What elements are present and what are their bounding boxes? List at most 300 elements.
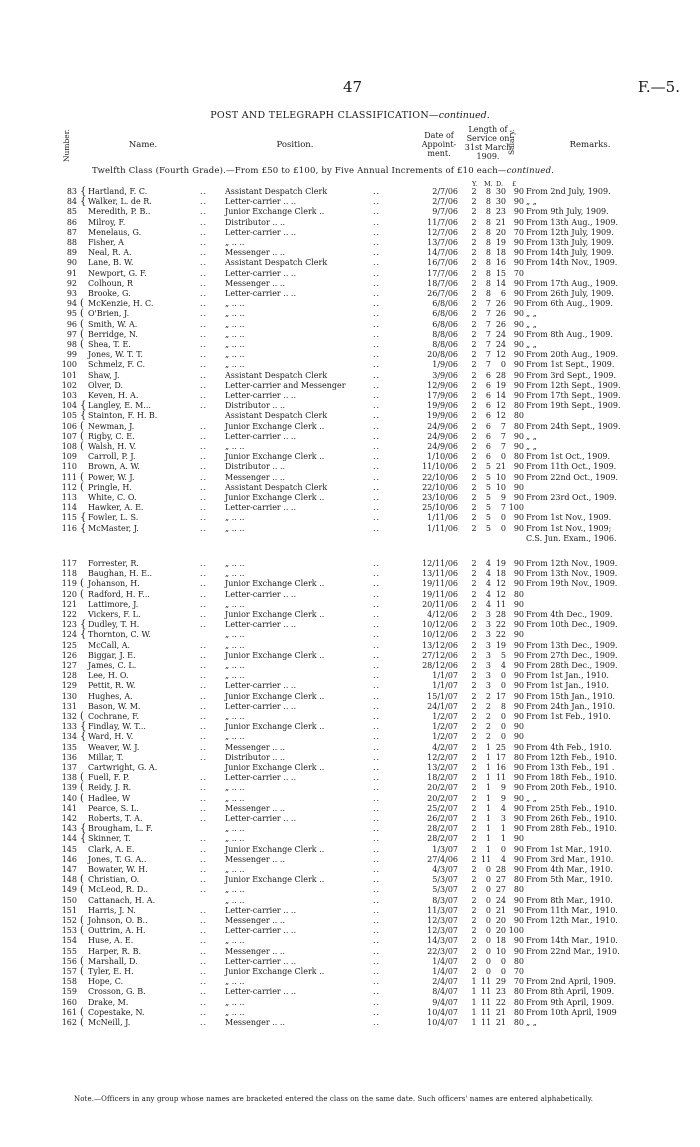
remarks: From 24th Sept., 1909. xyxy=(526,421,621,431)
officer-position: „ .. .. xyxy=(225,559,245,568)
row-number: 152 xyxy=(61,916,77,925)
leader-dots: .. xyxy=(200,309,208,319)
salary: 90 xyxy=(513,431,524,441)
service-days: 24 xyxy=(495,329,506,339)
service-months: 8 xyxy=(485,268,491,278)
officer-position: Letter-carrier .. .. xyxy=(225,620,297,630)
service-years: 2 xyxy=(471,340,477,349)
leader-dots: .. xyxy=(200,610,208,619)
officer-position: Junior Exchange Clerk .. xyxy=(225,967,325,976)
service-days: 9 xyxy=(500,783,506,793)
group-bracket: { xyxy=(80,400,87,412)
leader-dots: .. xyxy=(373,691,381,701)
service-months: 6 xyxy=(485,370,491,380)
appointment-date: 18/7/06 xyxy=(427,278,458,288)
row-number: 140 xyxy=(61,793,77,803)
table-row xyxy=(0,452,700,462)
leader-dots: .. xyxy=(200,814,208,823)
service-days: 3 xyxy=(500,814,506,823)
service-months: 7 xyxy=(485,299,491,309)
service-months: 5 xyxy=(485,493,491,502)
appointment-date: 12/11/06 xyxy=(422,559,458,568)
officer-name: Jones, W. T. T. xyxy=(88,350,143,360)
appointment-date: 19/11/06 xyxy=(422,589,458,599)
service-days: 22 xyxy=(495,620,506,630)
service-years: 2 xyxy=(471,854,477,864)
leader-dots: .. xyxy=(373,523,381,533)
appointment-date: 9/7/06 xyxy=(432,207,458,217)
table-row xyxy=(0,299,700,309)
officer-position: Messenger .. .. xyxy=(225,803,285,813)
leader-dots: .. xyxy=(200,579,208,589)
leader-dots: .. xyxy=(373,1007,381,1017)
row-number: 105 xyxy=(61,411,77,421)
officer-name: Millar, T. xyxy=(88,752,124,762)
appointment-date: 8/3/07 xyxy=(432,895,458,905)
leader-dots: .. xyxy=(200,1018,208,1027)
leader-dots: .. xyxy=(373,956,381,966)
salary: 90 xyxy=(513,472,524,482)
leader-dots: .. xyxy=(373,452,381,462)
officer-position: Letter-carrier .. .. xyxy=(225,503,297,513)
salary: 90 xyxy=(513,865,524,874)
footnote: Note.—Officers in any group whose names are bracketed entered the class on the same date. Such officers' names are entered alphabetically. xyxy=(74,1095,594,1103)
officer-position: Letter-carrier .. .. xyxy=(225,197,297,207)
service-years: 2 xyxy=(471,380,477,390)
subhead-months: M. xyxy=(484,180,493,188)
officer-position: Letter-carrier .. .. xyxy=(225,905,297,915)
officer-name: Brougham, L. F. xyxy=(88,824,153,834)
group-bracket: ( xyxy=(80,966,84,977)
remarks: From 1st Oct., 1909. xyxy=(526,452,611,462)
service-months: 3 xyxy=(485,650,491,660)
remarks: From 22nd Oct., 1909. xyxy=(526,472,619,482)
leader-dots: .. xyxy=(200,503,208,513)
salary: 80 xyxy=(513,752,524,762)
row-number: 94 xyxy=(66,299,77,309)
group-bracket: ( xyxy=(80,328,84,340)
appointment-date: 12/3/07 xyxy=(427,926,458,936)
leader-dots: .. xyxy=(200,936,208,946)
service-months: 6 xyxy=(485,411,491,421)
table-row xyxy=(0,681,700,691)
officer-name: Johnson, O. B.. xyxy=(88,916,148,925)
service-months: 0 xyxy=(485,875,491,885)
table-row xyxy=(0,473,700,483)
row-number: 115 xyxy=(61,513,77,523)
leader-dots: .. xyxy=(200,569,208,579)
officer-position: „ .. .. xyxy=(225,340,245,349)
officer-position: „ .. .. xyxy=(225,885,245,895)
remarks: From 12th Sept., 1909. xyxy=(526,380,621,390)
service-months: 3 xyxy=(485,671,491,681)
row-number: 133 xyxy=(61,722,77,732)
service-months: 3 xyxy=(485,661,491,670)
page-title xyxy=(0,110,700,121)
salary: 90 xyxy=(513,197,524,207)
service-months: 5 xyxy=(485,503,491,513)
service-days: 28 xyxy=(495,610,506,619)
appointment-date: 12/7/06 xyxy=(427,227,458,237)
leader-dots: .. xyxy=(373,569,381,579)
table-row xyxy=(0,743,700,753)
officer-position: „ .. .. xyxy=(225,977,245,987)
group-bracket: ( xyxy=(80,308,84,320)
leader-dots: .. xyxy=(373,773,381,783)
officer-name: Neal, R. A. xyxy=(88,248,132,258)
leader-dots: .. xyxy=(373,620,381,630)
salary: 90 xyxy=(513,238,524,247)
officer-name: Langley, E. M... xyxy=(88,401,151,411)
leader-dots: .. xyxy=(200,442,208,451)
service-days: 7 xyxy=(500,503,506,513)
officer-position: „ .. .. xyxy=(225,319,245,329)
remarks: From 5th Mar., 1910. xyxy=(526,875,613,885)
service-years: 2 xyxy=(471,701,477,711)
salary: 90 xyxy=(513,763,524,772)
remarks: From 17th Aug., 1909. xyxy=(526,278,618,288)
service-years: 1 xyxy=(471,997,477,1007)
leader-dots: .. xyxy=(200,187,208,196)
service-months: 8 xyxy=(485,248,491,258)
remarks: From 13th July, 1909. xyxy=(526,238,614,247)
row-number: 139 xyxy=(61,783,77,793)
table-row xyxy=(0,360,700,370)
remarks: From 13th Aug., 1909. xyxy=(526,217,618,227)
service-years: 2 xyxy=(471,722,477,732)
table-row xyxy=(0,207,700,217)
appointment-date: 6/8/06 xyxy=(432,319,458,329)
appointment-date: 10/4/07 xyxy=(427,1007,458,1017)
leader-dots: .. xyxy=(373,258,381,268)
service-days: 0 xyxy=(500,732,506,742)
row-number: 114 xyxy=(61,503,77,513)
group-bracket: ( xyxy=(80,955,84,967)
officer-name: Milroy, F. xyxy=(88,217,126,227)
service-years: 2 xyxy=(471,875,477,885)
appointment-date: 1/11/06 xyxy=(427,523,458,533)
officer-position: Junior Exchange Clerk .. xyxy=(225,610,325,619)
salary: 90 xyxy=(513,640,524,650)
service-days: 29 xyxy=(495,977,506,987)
salary: 80 xyxy=(513,1018,524,1027)
row-number: 138 xyxy=(61,773,77,783)
row-number: 127 xyxy=(61,661,77,670)
service-months: 8 xyxy=(485,197,491,207)
service-years: 2 xyxy=(471,559,477,568)
salary: 90 xyxy=(513,661,524,670)
group-bracket: { xyxy=(80,619,87,631)
group-bracket: ( xyxy=(80,298,84,310)
service-months: 4 xyxy=(485,589,491,599)
service-days: 0 xyxy=(500,967,506,976)
service-months: 7 xyxy=(485,309,491,319)
service-days: 30 xyxy=(495,197,506,207)
officer-name: Reidy, J. R. xyxy=(88,783,132,793)
leader-dots: .. xyxy=(373,875,381,885)
leader-dots: .. xyxy=(373,824,381,834)
officer-position: Junior Exchange Clerk .. xyxy=(225,207,325,217)
leader-dots: .. xyxy=(200,340,208,349)
service-years: 2 xyxy=(471,391,477,400)
leader-dots: .. xyxy=(200,865,208,874)
group-bracket: ( xyxy=(80,925,84,937)
service-days: 22 xyxy=(495,630,506,640)
officer-name: Cochrane, F. xyxy=(88,712,139,721)
remarks: From 4th Dec., 1909. xyxy=(526,610,613,619)
officer-name: Pearce, S. L. xyxy=(88,803,139,813)
appointment-date: 17/9/06 xyxy=(427,391,458,400)
salary: 90 xyxy=(513,844,524,854)
group-bracket: { xyxy=(80,731,87,743)
leader-dots: .. xyxy=(200,431,208,441)
row-number: 84 xyxy=(66,197,77,207)
service-years: 2 xyxy=(471,289,477,298)
officer-name: Huse, A. E. xyxy=(88,936,134,946)
officer-name: Power, W. J. xyxy=(88,472,135,482)
table-row xyxy=(0,422,700,432)
officer-position: Letter-carrier .. .. xyxy=(225,956,297,966)
officer-position: „ .. .. xyxy=(225,350,245,360)
service-days: 26 xyxy=(495,319,506,329)
appointment-date: 19/9/06 xyxy=(427,401,458,411)
salary: 90 xyxy=(513,895,524,905)
table-row xyxy=(0,524,700,534)
group-bracket: ( xyxy=(80,782,84,794)
class-heading-continued: continued. xyxy=(506,166,555,176)
salary: 90 xyxy=(513,513,524,523)
appointment-date: 20/11/06 xyxy=(422,599,458,609)
service-days: 19 xyxy=(495,559,506,568)
table-row xyxy=(0,503,700,513)
service-months: 3 xyxy=(485,630,491,640)
officer-name: Dudley, T. H. xyxy=(88,620,140,630)
service-days: 18 xyxy=(495,248,506,258)
salary: 90 xyxy=(513,701,524,711)
service-years: 2 xyxy=(471,691,477,701)
group-bracket: ( xyxy=(80,792,84,804)
table-row xyxy=(0,875,700,885)
officer-name: Cattanach, H. A. xyxy=(88,895,156,905)
service-months: 8 xyxy=(485,227,491,237)
appointment-date: 19/9/06 xyxy=(427,411,458,421)
group-bracket: { xyxy=(80,823,87,835)
officer-name: Brown, A. W. xyxy=(88,462,140,472)
service-months: 2 xyxy=(485,691,491,701)
officer-name: Baughan, H. E.. xyxy=(88,569,153,579)
row-number: 112 xyxy=(61,482,77,492)
appointment-date: 13/2/07 xyxy=(427,763,458,772)
service-years: 2 xyxy=(471,187,477,196)
service-years: 2 xyxy=(471,640,477,650)
service-years: 2 xyxy=(471,885,477,895)
service-years: 2 xyxy=(471,926,477,936)
table-row xyxy=(0,855,700,865)
officer-name: Meredith, P. B.. xyxy=(88,207,151,217)
salary: 90 xyxy=(513,187,524,196)
row-number: 147 xyxy=(61,865,77,874)
service-days: 21 xyxy=(495,1007,506,1017)
leader-dots: .. xyxy=(373,599,381,609)
remarks: From 14th Mar., 1910. xyxy=(526,936,618,946)
service-months: 2 xyxy=(485,712,491,721)
service-years: 1 xyxy=(471,1018,477,1027)
officer-name: McKenzie, H. C. xyxy=(88,299,154,309)
service-days: 23 xyxy=(495,207,506,217)
service-days: 0 xyxy=(500,956,506,966)
table-row xyxy=(0,967,700,977)
officer-name: Stainton, F. H. B. xyxy=(88,411,158,421)
group-bracket: ( xyxy=(80,420,84,432)
leader-dots: .. xyxy=(373,411,381,421)
service-years: 2 xyxy=(471,814,477,823)
service-months: 6 xyxy=(485,431,491,441)
table-row xyxy=(0,865,700,875)
table-row xyxy=(0,671,700,681)
service-years: 2 xyxy=(471,360,477,370)
officer-name: Outtrim, A. H. xyxy=(88,926,146,936)
leader-dots: .. xyxy=(373,722,381,732)
service-years: 2 xyxy=(471,834,477,844)
row-number: 123 xyxy=(61,620,77,630)
salary: 90 xyxy=(513,773,524,783)
officer-name: Fuell, F. P. xyxy=(88,773,130,783)
row-number: 149 xyxy=(61,885,77,895)
remarks: From 1st Mar., 1910. xyxy=(526,844,612,854)
service-days: 20 xyxy=(495,926,506,936)
officer-position: Letter-carrier .. .. xyxy=(225,773,297,783)
remarks: „ „ xyxy=(526,309,537,319)
service-months: 11 xyxy=(481,987,492,997)
table-row xyxy=(0,391,700,401)
officer-position: „ .. .. xyxy=(225,442,245,451)
row-number: 103 xyxy=(61,391,77,400)
row-number: 155 xyxy=(61,946,77,956)
leader-dots: .. xyxy=(200,661,208,670)
leader-dots: .. xyxy=(373,661,381,670)
officer-name: Jones, T. G. A.. xyxy=(88,854,147,864)
row-number: 156 xyxy=(61,956,77,966)
service-days: 0 xyxy=(500,513,506,523)
service-months: 1 xyxy=(485,742,491,752)
remarks: From 15th Jan., 1910. xyxy=(526,691,616,701)
leader-dots: .. xyxy=(200,875,208,885)
service-months: 11 xyxy=(481,997,492,1007)
officer-position: Junior Exchange Clerk .. xyxy=(225,844,325,854)
salary: 90 xyxy=(513,340,524,349)
appointment-date: 17/7/06 xyxy=(427,268,458,278)
table-row xyxy=(0,661,700,671)
service-years: 2 xyxy=(471,401,477,411)
leader-dots: .. xyxy=(200,559,208,568)
service-months: 0 xyxy=(485,946,491,956)
leader-dots: .. xyxy=(200,599,208,609)
leader-dots: .. xyxy=(200,916,208,925)
group-bracket: { xyxy=(80,721,87,733)
service-days: 7 xyxy=(500,421,506,431)
table-row xyxy=(0,401,700,411)
officer-name: Olver, D. xyxy=(88,380,124,390)
appointment-date: 16/7/06 xyxy=(427,258,458,268)
remarks: From 26th July, 1909. xyxy=(526,289,614,298)
officer-position: Letter-carrier .. .. xyxy=(225,681,297,691)
officer-position: „ .. .. xyxy=(225,783,245,793)
service-months: 0 xyxy=(485,926,491,936)
salary: 90 xyxy=(513,814,524,823)
salary: 70 xyxy=(513,977,524,987)
leader-dots: .. xyxy=(373,936,381,946)
row-number: 129 xyxy=(61,681,77,691)
table-row xyxy=(0,289,700,299)
officer-name: Hadlee, W xyxy=(88,793,131,803)
appointment-date: 1/9/06 xyxy=(432,360,458,370)
officer-position: Messenger .. .. xyxy=(225,742,285,752)
remarks: From 9th July, 1909. xyxy=(526,207,609,217)
row-number: 118 xyxy=(61,569,77,579)
row-number: 122 xyxy=(61,610,77,619)
salary: 90 xyxy=(513,579,524,589)
appointment-date: 20/2/07 xyxy=(427,793,458,803)
salary: 100 xyxy=(508,503,524,513)
table-row xyxy=(0,712,700,722)
service-years: 2 xyxy=(471,462,477,472)
leader-dots: .. xyxy=(373,482,381,492)
row-number: 145 xyxy=(61,844,77,854)
officer-position: „ .. .. xyxy=(225,732,245,742)
appointment-date: 24/9/06 xyxy=(427,431,458,441)
table-row xyxy=(0,513,700,523)
appointment-date: 2/7/06 xyxy=(432,197,458,207)
appointment-date: 4/12/06 xyxy=(427,610,458,619)
service-days: 4 xyxy=(500,854,506,864)
remarks: „ „ xyxy=(526,1018,537,1027)
service-months: 8 xyxy=(485,207,491,217)
officer-name: Colhoun, R xyxy=(88,278,133,288)
service-days: 28 xyxy=(495,370,506,380)
row-number: 128 xyxy=(61,671,77,681)
appointment-date: 26/7/06 xyxy=(427,289,458,298)
row-number: 89 xyxy=(66,248,77,258)
leader-dots: .. xyxy=(200,299,208,309)
group-bracket: ( xyxy=(80,1006,84,1018)
appointment-date: 22/10/06 xyxy=(422,482,458,492)
row-number: 131 xyxy=(61,701,77,711)
group-bracket: ( xyxy=(80,874,84,886)
row-number: 113 xyxy=(61,493,77,502)
leader-dots: .. xyxy=(200,197,208,207)
service-years: 2 xyxy=(471,793,477,803)
appointment-date: 11/10/06 xyxy=(422,462,458,472)
leader-dots: .. xyxy=(373,763,381,772)
leader-dots: .. xyxy=(373,793,381,803)
row-number: 153 xyxy=(61,926,77,936)
salary: 90 xyxy=(513,319,524,329)
service-years: 2 xyxy=(471,197,477,207)
service-years: 2 xyxy=(471,579,477,589)
appointment-date: 14/3/07 xyxy=(427,936,458,946)
leader-dots: .. xyxy=(373,442,381,451)
leader-dots: .. xyxy=(373,309,381,319)
row-number: 136 xyxy=(61,752,77,762)
leader-dots: .. xyxy=(200,977,208,987)
service-months: 0 xyxy=(485,865,491,874)
service-months: 3 xyxy=(485,620,491,630)
service-days: 0 xyxy=(500,712,506,721)
service-years: 2 xyxy=(471,569,477,579)
appointment-date: 12/3/07 xyxy=(427,916,458,925)
officer-name: James, C. L. xyxy=(88,661,137,670)
group-bracket: ( xyxy=(80,339,84,350)
